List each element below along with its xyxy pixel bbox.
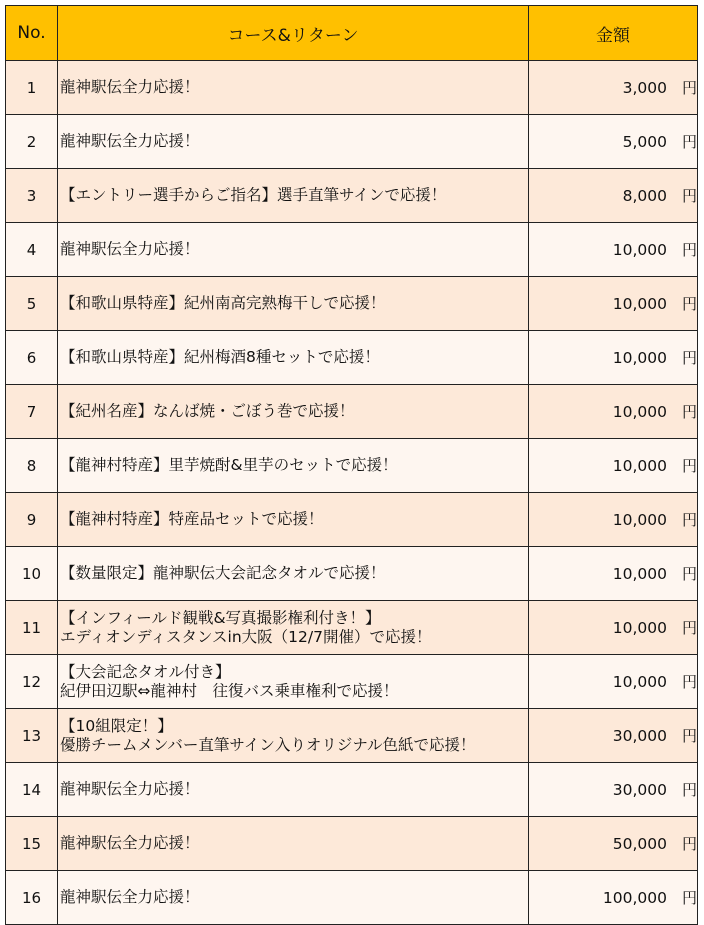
yen-unit: 円 xyxy=(681,511,697,529)
course-text: 【エントリー選手からご指名】選手直筆サインで応援！ xyxy=(60,186,447,204)
yen-unit: 円 xyxy=(681,133,697,151)
yen-unit: 円 xyxy=(681,619,697,637)
yen-unit: 円 xyxy=(681,781,697,799)
return-table-container xyxy=(5,5,697,925)
yen-unit: 円 xyxy=(681,241,697,259)
course-cell xyxy=(58,439,529,493)
course-cell xyxy=(58,817,529,871)
amount-cell xyxy=(529,277,698,331)
amount-cell xyxy=(529,223,698,277)
amount-cell xyxy=(529,385,698,439)
table-row xyxy=(6,169,698,223)
table-row xyxy=(6,601,698,655)
course-text: 【龍神村特産】里芋焼酎&里芋のセットで応援！ xyxy=(60,456,398,474)
course-text: 【10組限定！】 xyxy=(60,716,173,735)
row-number: 5 xyxy=(6,277,58,331)
table-row xyxy=(6,61,698,115)
row-number: 13 xyxy=(6,709,58,763)
row-number: 8 xyxy=(6,439,58,493)
amount-cell xyxy=(529,547,698,601)
course-cell xyxy=(58,169,529,223)
table-row xyxy=(6,871,698,925)
course-text: 【数量限定】龍神駅伝大会記念タオルで応援！ xyxy=(60,564,386,582)
course-cell xyxy=(58,547,529,601)
course-cell xyxy=(58,709,529,763)
table-header-row xyxy=(6,6,698,61)
yen-unit: 円 xyxy=(681,727,697,745)
amount-value: 3,000 xyxy=(622,79,667,97)
yen-unit: 円 xyxy=(681,403,697,421)
course-text: 龍神駅伝全力応援！ xyxy=(60,132,200,150)
course-text: 優勝チームメンバー直筆サイン入りオリジナル色紙で応援！ xyxy=(60,735,476,754)
course-text: 【大会記念タオル付き】 xyxy=(60,662,231,681)
amount-cell xyxy=(529,871,698,925)
amount-value: 10,000 xyxy=(612,403,667,421)
course-text: 【龍神村特産】特産品セットで応援！ xyxy=(60,510,324,528)
amount-value: 8,000 xyxy=(622,187,667,205)
table-row xyxy=(6,709,698,763)
row-number: 9 xyxy=(6,493,58,547)
amount-value: 10,000 xyxy=(612,511,667,529)
course-text: エディオンディスタンスin大阪（12/7開催）で応援！ xyxy=(60,627,432,646)
amount-cell xyxy=(529,493,698,547)
table-row xyxy=(6,439,698,493)
table-row xyxy=(6,277,698,331)
header-course: コース&リターン xyxy=(58,6,529,61)
amount-value: 30,000 xyxy=(612,727,667,745)
course-text: 龍神駅伝全力応援！ xyxy=(60,240,200,258)
row-number: 2 xyxy=(6,115,58,169)
yen-unit: 円 xyxy=(681,79,697,97)
amount-value: 10,000 xyxy=(612,457,667,475)
course-text: 【和歌山県特産】紀州南高完熟梅干しで応援！ xyxy=(60,294,386,312)
row-number: 4 xyxy=(6,223,58,277)
yen-unit: 円 xyxy=(681,835,697,853)
course-cell xyxy=(58,277,529,331)
table-row xyxy=(6,655,698,709)
amount-cell xyxy=(529,763,698,817)
amount-value: 100,000 xyxy=(602,889,667,907)
amount-cell xyxy=(529,655,698,709)
course-cell xyxy=(58,655,529,709)
row-number: 3 xyxy=(6,169,58,223)
course-cell xyxy=(58,223,529,277)
yen-unit: 円 xyxy=(681,565,697,583)
amount-value: 30,000 xyxy=(612,781,667,799)
table-row xyxy=(6,493,698,547)
amount-value: 10,000 xyxy=(612,673,667,691)
course-cell xyxy=(58,601,529,655)
course-text: 龍神駅伝全力応援！ xyxy=(60,834,200,852)
table-body xyxy=(6,61,698,925)
yen-unit: 円 xyxy=(681,457,697,475)
table-row xyxy=(6,115,698,169)
row-number: 10 xyxy=(6,547,58,601)
course-cell xyxy=(58,493,529,547)
row-number: 1 xyxy=(6,61,58,115)
yen-unit: 円 xyxy=(681,295,697,313)
amount-cell xyxy=(529,169,698,223)
table-row xyxy=(6,763,698,817)
amount-cell xyxy=(529,61,698,115)
row-number: 7 xyxy=(6,385,58,439)
amount-cell xyxy=(529,331,698,385)
amount-cell xyxy=(529,115,698,169)
course-cell xyxy=(58,385,529,439)
course-text: 【インフィールド観戦&写真撮影権利付き！】 xyxy=(60,608,381,627)
course-cell xyxy=(58,115,529,169)
return-table xyxy=(5,5,698,925)
course-text: 龍神駅伝全力応援！ xyxy=(60,888,200,906)
yen-unit: 円 xyxy=(681,673,697,691)
amount-cell xyxy=(529,601,698,655)
course-text: 【和歌山県特産】紀州梅酒8種セットで応援！ xyxy=(60,348,380,366)
table-row xyxy=(6,223,698,277)
amount-value: 5,000 xyxy=(622,133,667,151)
row-number: 14 xyxy=(6,763,58,817)
row-number: 12 xyxy=(6,655,58,709)
course-text: 紀伊田辺駅⇔龍神村 往復バス乗車権利で応援！ xyxy=(60,681,399,700)
table-row xyxy=(6,817,698,871)
amount-cell xyxy=(529,709,698,763)
course-text: 龍神駅伝全力応援！ xyxy=(60,78,200,96)
amount-value: 10,000 xyxy=(612,349,667,367)
table-row xyxy=(6,385,698,439)
course-text: 龍神駅伝全力応援！ xyxy=(60,780,200,798)
amount-value: 10,000 xyxy=(612,295,667,313)
amount-value: 10,000 xyxy=(612,241,667,259)
amount-value: 10,000 xyxy=(612,619,667,637)
yen-unit: 円 xyxy=(681,889,697,907)
table-row xyxy=(6,331,698,385)
amount-value: 10,000 xyxy=(612,565,667,583)
header-no: No. xyxy=(6,6,58,61)
course-cell xyxy=(58,763,529,817)
row-number: 16 xyxy=(6,871,58,925)
amount-cell xyxy=(529,439,698,493)
course-cell xyxy=(58,61,529,115)
row-number: 15 xyxy=(6,817,58,871)
yen-unit: 円 xyxy=(681,187,697,205)
header-amount: 金額 xyxy=(529,6,698,61)
amount-value: 50,000 xyxy=(612,835,667,853)
yen-unit: 円 xyxy=(681,349,697,367)
amount-cell xyxy=(529,817,698,871)
course-cell xyxy=(58,871,529,925)
row-number: 6 xyxy=(6,331,58,385)
course-cell xyxy=(58,331,529,385)
course-text: 【紀州名産】なんば焼・ごぼう巻で応援！ xyxy=(60,402,355,420)
table-row xyxy=(6,547,698,601)
row-number: 11 xyxy=(6,601,58,655)
